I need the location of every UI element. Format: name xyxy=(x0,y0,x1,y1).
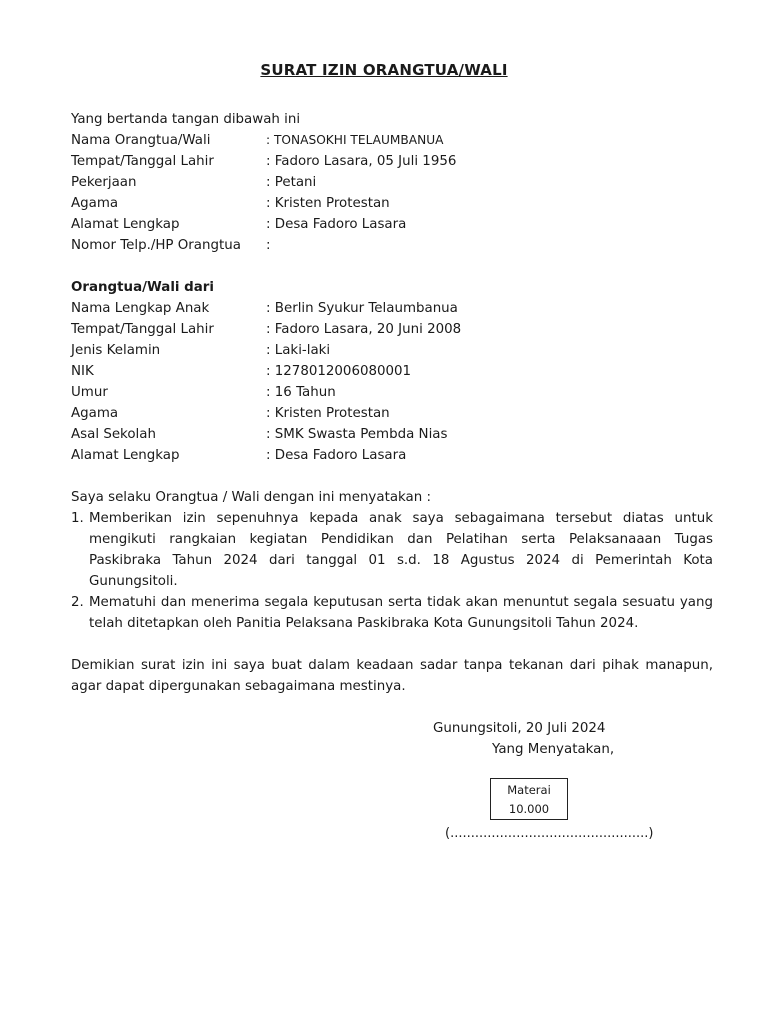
field-value: : 1278012006080001 xyxy=(266,364,412,379)
field-value: : xyxy=(266,238,271,253)
closing-paragraph: Demikian surat izin ini saya buat dalam keadaan sadar tanpa tekanan dari pihak manapun, agar dapat dipergunakan sebagaimana mestinya. xyxy=(71,658,713,694)
field-value: : Petani xyxy=(266,175,317,190)
field-value: : Berlin Syukur Telaumbanua xyxy=(266,301,458,316)
child-row-religion xyxy=(71,403,721,424)
parent-row-birth xyxy=(71,151,721,172)
materai-label: Materai xyxy=(507,783,551,797)
signature-place-date: Gunungsitoli, 20 Juli 2024 xyxy=(433,721,606,736)
field-label: Nama Lengkap Anak xyxy=(71,301,210,316)
signature-role: Yang Menyatakan, xyxy=(492,742,615,757)
field-value: : Kristen Protestan xyxy=(266,406,390,421)
field-label: Nomor Telp./HP Orangtua xyxy=(71,238,241,253)
list-item xyxy=(71,508,713,592)
field-label: Pekerjaan xyxy=(71,175,137,190)
child-row-name xyxy=(71,298,721,319)
field-label: Nama Orangtua/Wali xyxy=(71,133,211,148)
field-label: Tempat/Tanggal Lahir xyxy=(71,322,214,337)
field-label: NIK xyxy=(71,364,94,379)
list-number: 1. xyxy=(71,511,84,526)
statement-list xyxy=(71,508,713,634)
list-item xyxy=(71,592,713,634)
statement-intro: Saya selaku Orangtua / Wali dengan ini menyatakan : xyxy=(71,490,432,505)
list-text: Mematuhi dan menerima segala keputusan serta tidak akan menuntut segala sesuatu yang telah ditetapkan oleh Panitia Pelaksana Paskibraka Kota Gunungsitoli Tahun 2024. xyxy=(89,595,713,631)
child-row-address xyxy=(71,445,721,466)
field-label: Jenis Kelamin xyxy=(71,343,161,358)
field-value: : Fadoro Lasara, 20 Juni 2008 xyxy=(266,322,462,337)
parent-row-name xyxy=(71,130,721,151)
field-value: : Fadoro Lasara, 05 Juli 1956 xyxy=(266,154,457,169)
letter-title: SURAT IZIN ORANGTUA/WALI xyxy=(260,61,508,79)
signature-name-line: (................................................) xyxy=(445,826,654,841)
field-value: : Kristen Protestan xyxy=(266,196,390,211)
field-label: Asal Sekolah xyxy=(71,427,156,442)
field-value: : Desa Fadoro Lasara xyxy=(266,217,407,232)
child-heading: Orangtua/Wali dari xyxy=(71,280,214,295)
child-row-birth xyxy=(71,319,721,340)
child-row-gender xyxy=(71,340,721,361)
field-value: : 16 Tahun xyxy=(266,385,336,400)
list-text: Memberikan izin sepenuhnya kepada anak saya sebagaimana tersebut diatas untuk mengikuti rangkaian kegiatan Pendidikan dan Pelatihan serta Pelaksanaaan Tugas Paskibraka Tahun 2024 dari tanggal 01 s.d. 18 Agustus 2024 di Pemerintah Kota Gunungsitoli. xyxy=(89,511,713,589)
field-value: : Laki-laki xyxy=(266,343,331,358)
parent-row-address xyxy=(71,214,721,235)
materai-stamp-box xyxy=(490,778,568,820)
child-row-age xyxy=(71,382,721,403)
list-number: 2. xyxy=(71,595,84,610)
field-value: : TONASOKHI TELAUMBANUA xyxy=(266,133,444,147)
intro-text: Yang bertanda tangan dibawah ini xyxy=(71,112,301,127)
child-row-nik xyxy=(71,361,721,382)
parent-row-religion xyxy=(71,193,721,214)
parent-row-job xyxy=(71,172,721,193)
field-label: Tempat/Tanggal Lahir xyxy=(71,154,214,169)
child-row-school xyxy=(71,424,721,445)
materai-amount: 10.000 xyxy=(508,802,550,816)
field-value: : Desa Fadoro Lasara xyxy=(266,448,407,463)
field-label: Alamat Lengkap xyxy=(71,217,180,232)
field-value: : SMK Swasta Pembda Nias xyxy=(266,427,448,442)
parent-row-phone xyxy=(71,235,721,256)
field-label: Agama xyxy=(71,406,119,421)
field-label: Alamat Lengkap xyxy=(71,448,180,463)
field-label: Agama xyxy=(71,196,119,211)
field-label: Umur xyxy=(71,385,108,400)
